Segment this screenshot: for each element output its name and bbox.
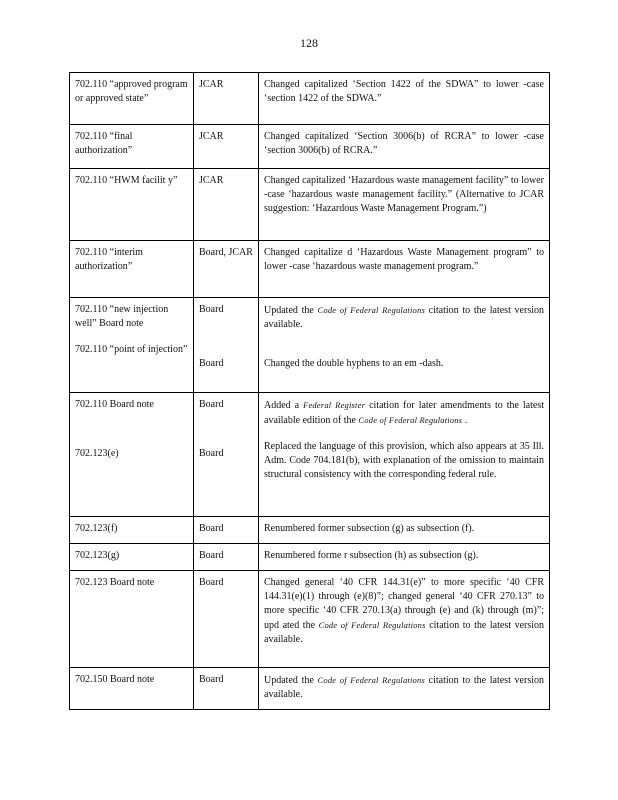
section-cell: 702.110 “final authorization” (70, 125, 194, 169)
source-entry: Board (199, 448, 224, 459)
source-cell: Board (194, 668, 259, 710)
source-cell: Board, JCAR (194, 241, 259, 298)
cfr-citation: Code of Federal Regulations (317, 305, 425, 315)
section-cell: 702.123(g) (70, 544, 194, 571)
description-cell: Changed general ‘40 CFR 144.31(e)” to more specific ‘40 CFR 144.31(e)(1) through (e)(8)”; changed general ‘40 CFR 270.13” to more specific ‘40 CFR 270.13(a) through (e) and (k) through (m)”; upd ated the Code of Federal Regulations citation to the latest version available. (259, 571, 550, 668)
description-cell: Changed capitalized ‘Section 1422 of the SDWA” to lower -case ‘section 1422 of the SDWA.” (259, 73, 550, 125)
source-cell: Board (194, 544, 259, 571)
cfr-citation: Code of Federal Regulations (317, 675, 425, 685)
section-cell: 702.123 Board note (70, 571, 194, 668)
source-cell: Board (194, 571, 259, 668)
description-entry: Replaced the language of this provision, which also appears at 35 Ill. Adm. Code 704.181(b), with explanation of the omission to maintain structural consistency with the corresponding federal rule. (264, 441, 544, 480)
table-row (70, 169, 550, 241)
section-cell: 702.123(f) (70, 517, 194, 544)
description-cell: Updated the Code of Federal Regulations citation to the latest version available. (259, 668, 550, 710)
source-cell: JCAR (194, 125, 259, 169)
cfr-citation: Code of Federal Regulations (358, 415, 463, 425)
section-cell (70, 393, 194, 517)
description-cell (259, 393, 550, 517)
section-cell: 702.110 “HWM facilit y” (70, 169, 194, 241)
table-row (70, 544, 550, 571)
table-row (70, 668, 550, 710)
description-cell: Changed capitalize d ‘Hazardous Waste Management program” to lower -case ‘hazardous waste management program.” (259, 241, 550, 298)
table-row (70, 571, 550, 668)
section-cell: 702.150 Board note (70, 668, 194, 710)
section-entry: 702.110 “point of injection” (75, 344, 188, 355)
federal-register-citation: Federal Register (303, 400, 366, 410)
description-entry: Changed the double hyphens to an em -dash. (264, 358, 444, 369)
description-cell: Renumbered former subsection (g) as subsection (f). (259, 517, 550, 544)
table-row (70, 125, 550, 169)
description-cell: Changed capitalized ‘Hazardous waste management facility” to lower -case ‘hazardous waste management facility.” (Alternative to JCAR suggestion: ‘Hazardous Waste Management Program.”) (259, 169, 550, 241)
section-entry: 702.123(e) (75, 448, 119, 459)
description-cell (259, 298, 550, 393)
source-entry: Board (199, 304, 224, 315)
source-cell (194, 393, 259, 517)
section-entry: 702.110 Board note (75, 399, 154, 410)
section-cell: 702.110 “approved program or approved state” (70, 73, 194, 125)
section-entry: 702.110 “new injection well” Board note (75, 304, 169, 329)
description-cell: Changed capitalized ‘Section 3006(b) of RCRA” to lower -case ‘section 3006(b) of RCRA.” (259, 125, 550, 169)
source-cell: JCAR (194, 73, 259, 125)
table-row (70, 298, 550, 393)
source-entry: Board (199, 358, 224, 369)
source-cell: JCAR (194, 169, 259, 241)
source-cell (194, 298, 259, 393)
source-cell: Board (194, 517, 259, 544)
table-row (70, 393, 550, 517)
page-number: 128 (300, 36, 318, 50)
description-entry: Updated the Code of Federal Regulations citation to the latest version available. (264, 305, 544, 330)
table-row (70, 73, 550, 125)
description-entry: Added a Federal Register citation for later amendments to the latest available edition of the Code of Federal Regulations . (264, 400, 544, 426)
section-cell: 702.110 “interim authorization” (70, 241, 194, 298)
section-cell (70, 298, 194, 393)
cfr-citation: Code of Federal Regulations (318, 620, 426, 630)
source-entry: Board (199, 399, 224, 410)
changes-table (69, 72, 550, 710)
description-cell: Renumbered forme r subsection (h) as subsection (g). (259, 544, 550, 571)
table-row (70, 517, 550, 544)
table-row (70, 241, 550, 298)
